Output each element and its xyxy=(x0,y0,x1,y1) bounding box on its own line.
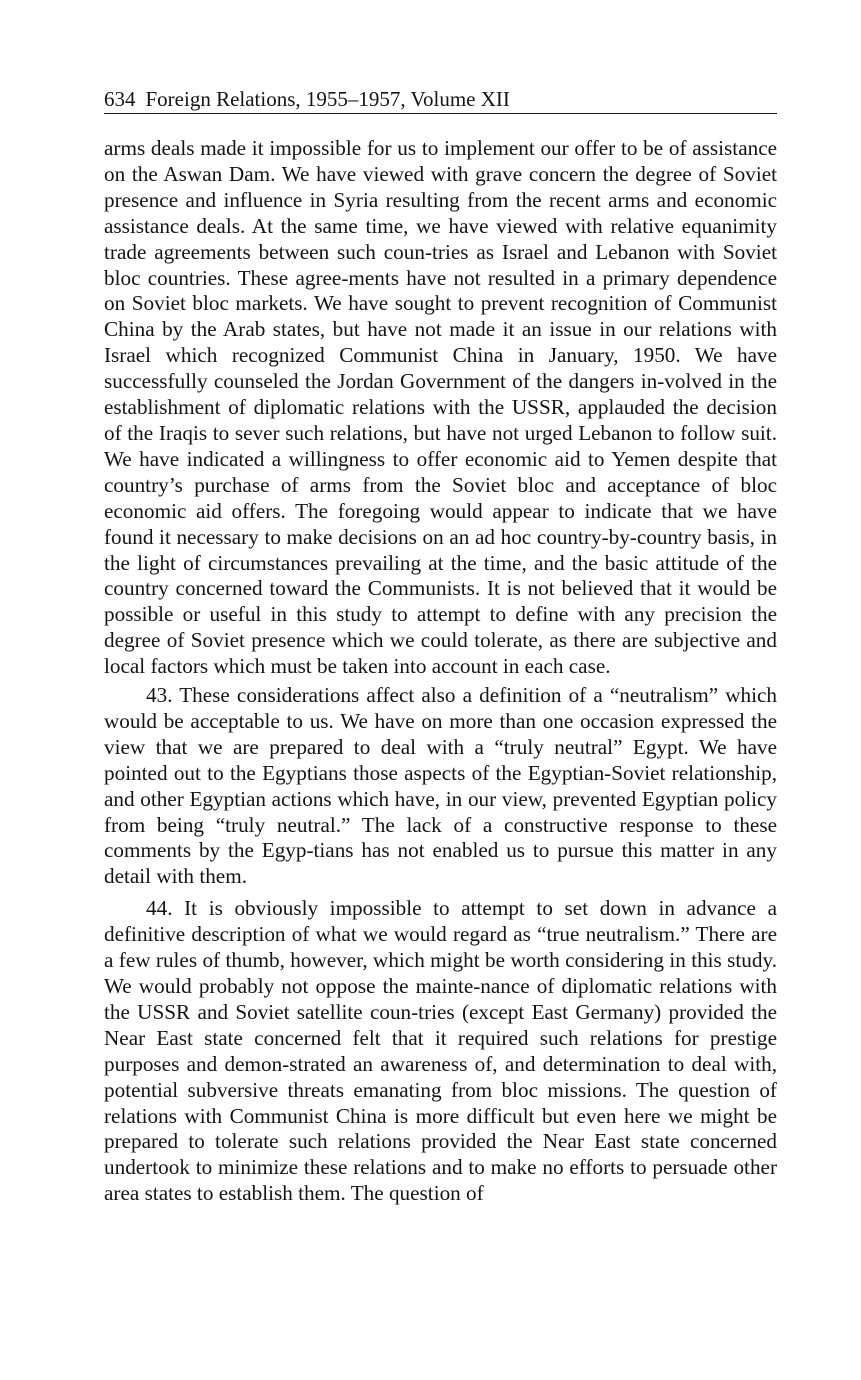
document-page xyxy=(104,86,777,1207)
body-text xyxy=(104,136,777,1207)
paragraph-continued: arms deals made it impossible for us to implement our offer to be of assistance on the Aswan Dam. We have viewed with grave concern the degree of Soviet presence and influence in Syria resulting from the recent arms and economic assistance deals. At the same time, we have viewed with relative equanimity trade agreements between such coun-tries as Israel and Lebanon with Soviet bloc countries. These agree-ments have not resulted in a primary dependence on Soviet bloc markets. We have sought to prevent recognition of Communist China by the Arab states, but have not made it an issue in our relations with Israel which recognized Communist China in January, 1950. We have successfully counseled the Jordan Government of the dangers in-volved in the establishment of diplomatic relations with the USSR, applauded the decision of the Iraqis to sever such relations, but have not urged Lebanon to follow suit. We have indicated a willingness to offer economic aid to Yemen despite that country’s purchase of arms from the Soviet bloc and acceptance of bloc economic aid offers. The foregoing would appear to indicate that we have found it necessary to make decisions on an ad hoc country-by-country basis, in the light of circumstances prevailing at the time, and the basic attitude of the country concerned toward the Communists. It is not believed that it would be possible or useful in this study to attempt to define with any precision the degree of Soviet presence which we could tolerate, as there are subjective and local factors which must be taken into account in each case. xyxy=(104,136,777,679)
running-header xyxy=(104,86,777,114)
volume-title: Foreign Relations, 1955–1957, Volume XII xyxy=(145,87,510,111)
page-number: 634 xyxy=(104,87,136,111)
paragraph-43: 43. These considerations affect also a definition of a “neutralism” which would be acceptable to us. We have on more than one occasion expressed the view that we are prepared to deal with a “truly neutral” Egypt. We have pointed out to the Egyptians those aspects of the Egyptian-Soviet relationship, and other Egyptian actions which have, in our view, prevented Egyptian policy from being “truly neutral.” The lack of a constructive response to these comments by the Egyp-tians has not enabled us to pursue this matter in any detail with them. xyxy=(104,683,777,889)
paragraph-44: 44. It is obviously impossible to attempt to set down in advance a definitive description of what we would regard as “true neutralism.” There are a few rules of thumb, however, which might be worth considering in this study. We would probably not oppose the mainte-nance of diplomatic relations with the USSR and Soviet satellite coun-tries (except East Germany) provided the Near East state concerned felt that it required such relations for prestige purposes and demon-strated an awareness of, and determination to deal with, potential subversive threats emanating from bloc missions. The question of relations with Communist China is more difficult but even here we might be prepared to tolerate such relations provided the Near East state concerned undertook to minimize these relations and to make no efforts to persuade other area states to establish them. The question of xyxy=(104,896,777,1206)
